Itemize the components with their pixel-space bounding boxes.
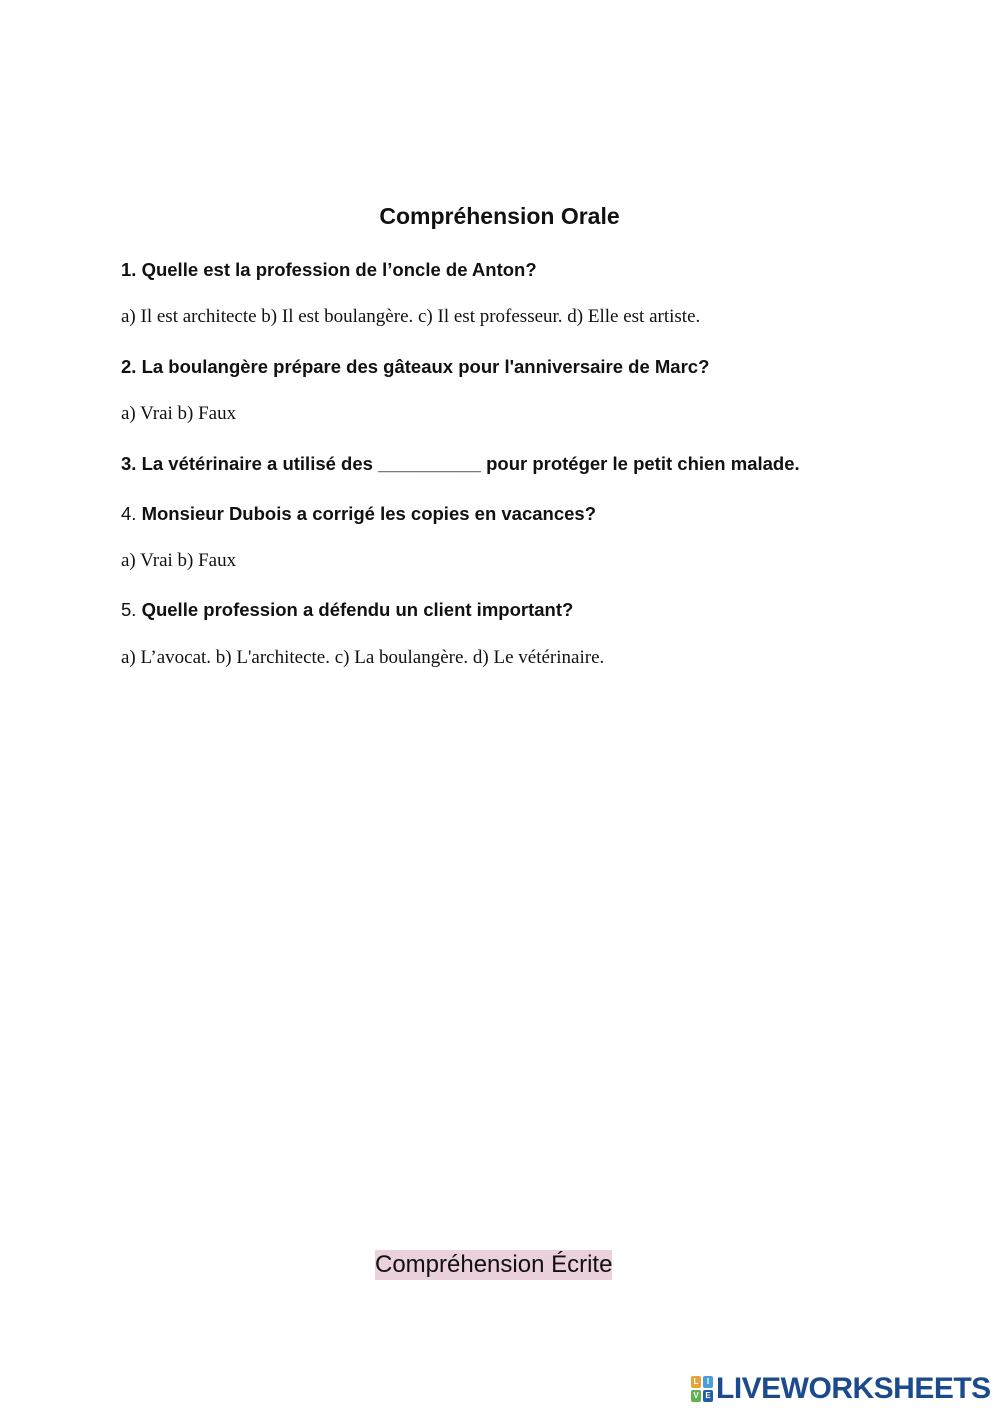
question-2-text: La boulangère prépare des gâteaux pour l'anniversaire de Marc? — [141, 356, 710, 377]
answer-4-options: a) Vrai b) Faux — [121, 550, 237, 571]
logo-icon-letter-e: E — [703, 1390, 713, 1402]
question-1-number: 1. — [121, 259, 137, 280]
question-3-text: La vétérinaire a utilisé des __________ pour protéger le petit chien malade. — [141, 453, 800, 474]
answer-1-options: a) Il est architecte b) Il est boulangère. c) Il est professeur. d) Elle est artiste. — [121, 306, 701, 327]
question-4-number: 4. — [121, 503, 137, 524]
question-5-number: 5. — [121, 599, 137, 620]
logo-icon-letter-i: I — [703, 1376, 713, 1388]
answer-2-options: a) Vrai b) Faux — [121, 403, 237, 424]
question-2-number: 2. — [121, 356, 137, 377]
question-3 — [121, 452, 800, 476]
question-3-number: 3. — [121, 453, 137, 474]
liveworksheets-logo-text: LIVEWORKSHEETS — [716, 1372, 991, 1405]
question-4 — [121, 502, 596, 526]
section-2-title: Compréhension Écrite — [375, 1251, 613, 1278]
liveworksheets-logo-icon — [691, 1376, 713, 1402]
page-title: Compréhension Orale — [379, 203, 620, 229]
question-2 — [121, 355, 709, 379]
answer-5-options: a) L’avocat. b) L'architecte. c) La boulangère. d) Le vétérinaire. — [121, 647, 605, 668]
question-1-text: Quelle est la profession de l’oncle de Anton? — [141, 259, 537, 280]
logo-icon-letter-l: L — [691, 1376, 701, 1388]
liveworksheets-logo — [691, 1372, 991, 1406]
question-5-text: Quelle profession a défendu un client important? — [141, 599, 574, 620]
question-5 — [121, 598, 573, 622]
question-4-text: Monsieur Dubois a corrigé les copies en vacances? — [141, 503, 597, 524]
question-1 — [121, 258, 537, 282]
logo-icon-letter-v: V — [691, 1390, 701, 1402]
